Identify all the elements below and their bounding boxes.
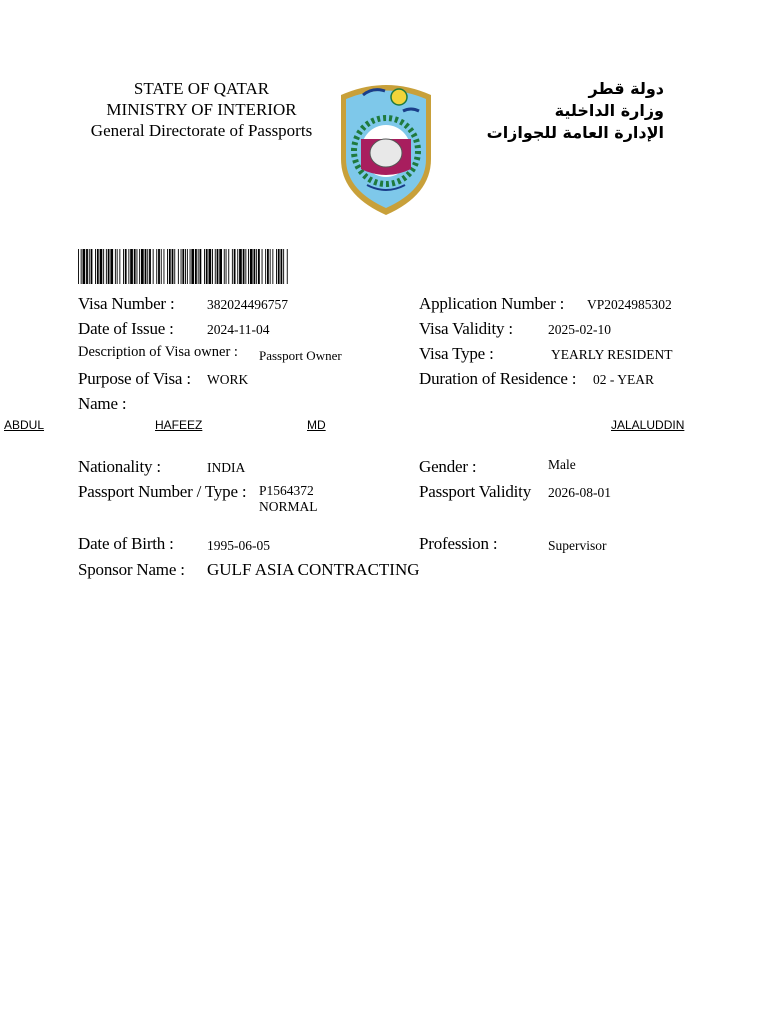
- passport-label: Passport Number / Type :: [78, 482, 247, 501]
- date-of-issue-value: 2024-11-04: [207, 322, 270, 337]
- name-first: ABDUL: [4, 418, 45, 432]
- visa-owner-label: Description of Visa owner :: [78, 344, 238, 360]
- header-ministry: MINISTRY OF INTERIOR: [106, 100, 297, 119]
- name-last: JALALUDDIN: [611, 418, 685, 432]
- name-second: HAFEEZ: [155, 418, 203, 432]
- header-english: [70, 78, 333, 141]
- profession-label: Profession :: [419, 534, 498, 553]
- header-directorate: General Directorate of Passports: [90, 121, 313, 140]
- visa-number-label: Visa Number :: [78, 294, 175, 313]
- application-number-value: VP2024985302: [587, 297, 672, 312]
- passport-validity-label: Passport Validity: [419, 482, 531, 501]
- visa-validity-value: 2025-02-10: [548, 322, 611, 337]
- nationality-value: INDIA: [207, 460, 246, 475]
- passport-type-value: NORMAL: [259, 499, 318, 514]
- sponsor-value: GULF ASIA CONTRACTING: [207, 560, 420, 579]
- header-arabic-ministry: وزارة الداخلية: [554, 101, 664, 120]
- barcode-icon: [78, 249, 289, 284]
- visa-validity-label: Visa Validity :: [419, 319, 513, 338]
- visa-owner-value: Passport Owner: [259, 348, 342, 363]
- passport-validity-value: 2026-08-01: [548, 485, 611, 500]
- gender-value: Male: [548, 457, 576, 472]
- dob-value: 1995-06-05: [207, 538, 270, 553]
- visa-number-value: 382024496757: [207, 297, 288, 312]
- nationality-label: Nationality :: [78, 457, 161, 476]
- header-arabic-state: دولة قطر: [588, 79, 664, 98]
- name-third: MD: [307, 418, 326, 432]
- purpose-label: Purpose of Visa :: [78, 369, 191, 388]
- dob-label: Date of Birth :: [78, 534, 174, 553]
- gender-label: Gender :: [419, 457, 477, 476]
- application-number-label: Application Number :: [419, 294, 565, 313]
- ministry-emblem-icon: [333, 77, 439, 217]
- visa-type-value: YEARLY RESIDENT: [551, 347, 673, 362]
- header-state: STATE OF QATAR: [133, 79, 270, 98]
- date-of-issue-label: Date of Issue :: [78, 319, 174, 338]
- profession-value: Supervisor: [548, 538, 607, 553]
- duration-label: Duration of Residence :: [419, 369, 577, 388]
- visa-type-label: Visa Type :: [419, 344, 494, 363]
- passport-number-value: P1564372: [259, 483, 314, 498]
- duration-value: 02 - YEAR: [593, 372, 654, 387]
- name-label: Name :: [78, 394, 127, 413]
- header-arabic-directorate: الإدارة العامة للجوازات: [486, 123, 664, 142]
- sponsor-label: Sponsor Name :: [78, 560, 185, 579]
- header-arabic: [470, 78, 664, 144]
- purpose-value: WORK: [207, 372, 249, 387]
